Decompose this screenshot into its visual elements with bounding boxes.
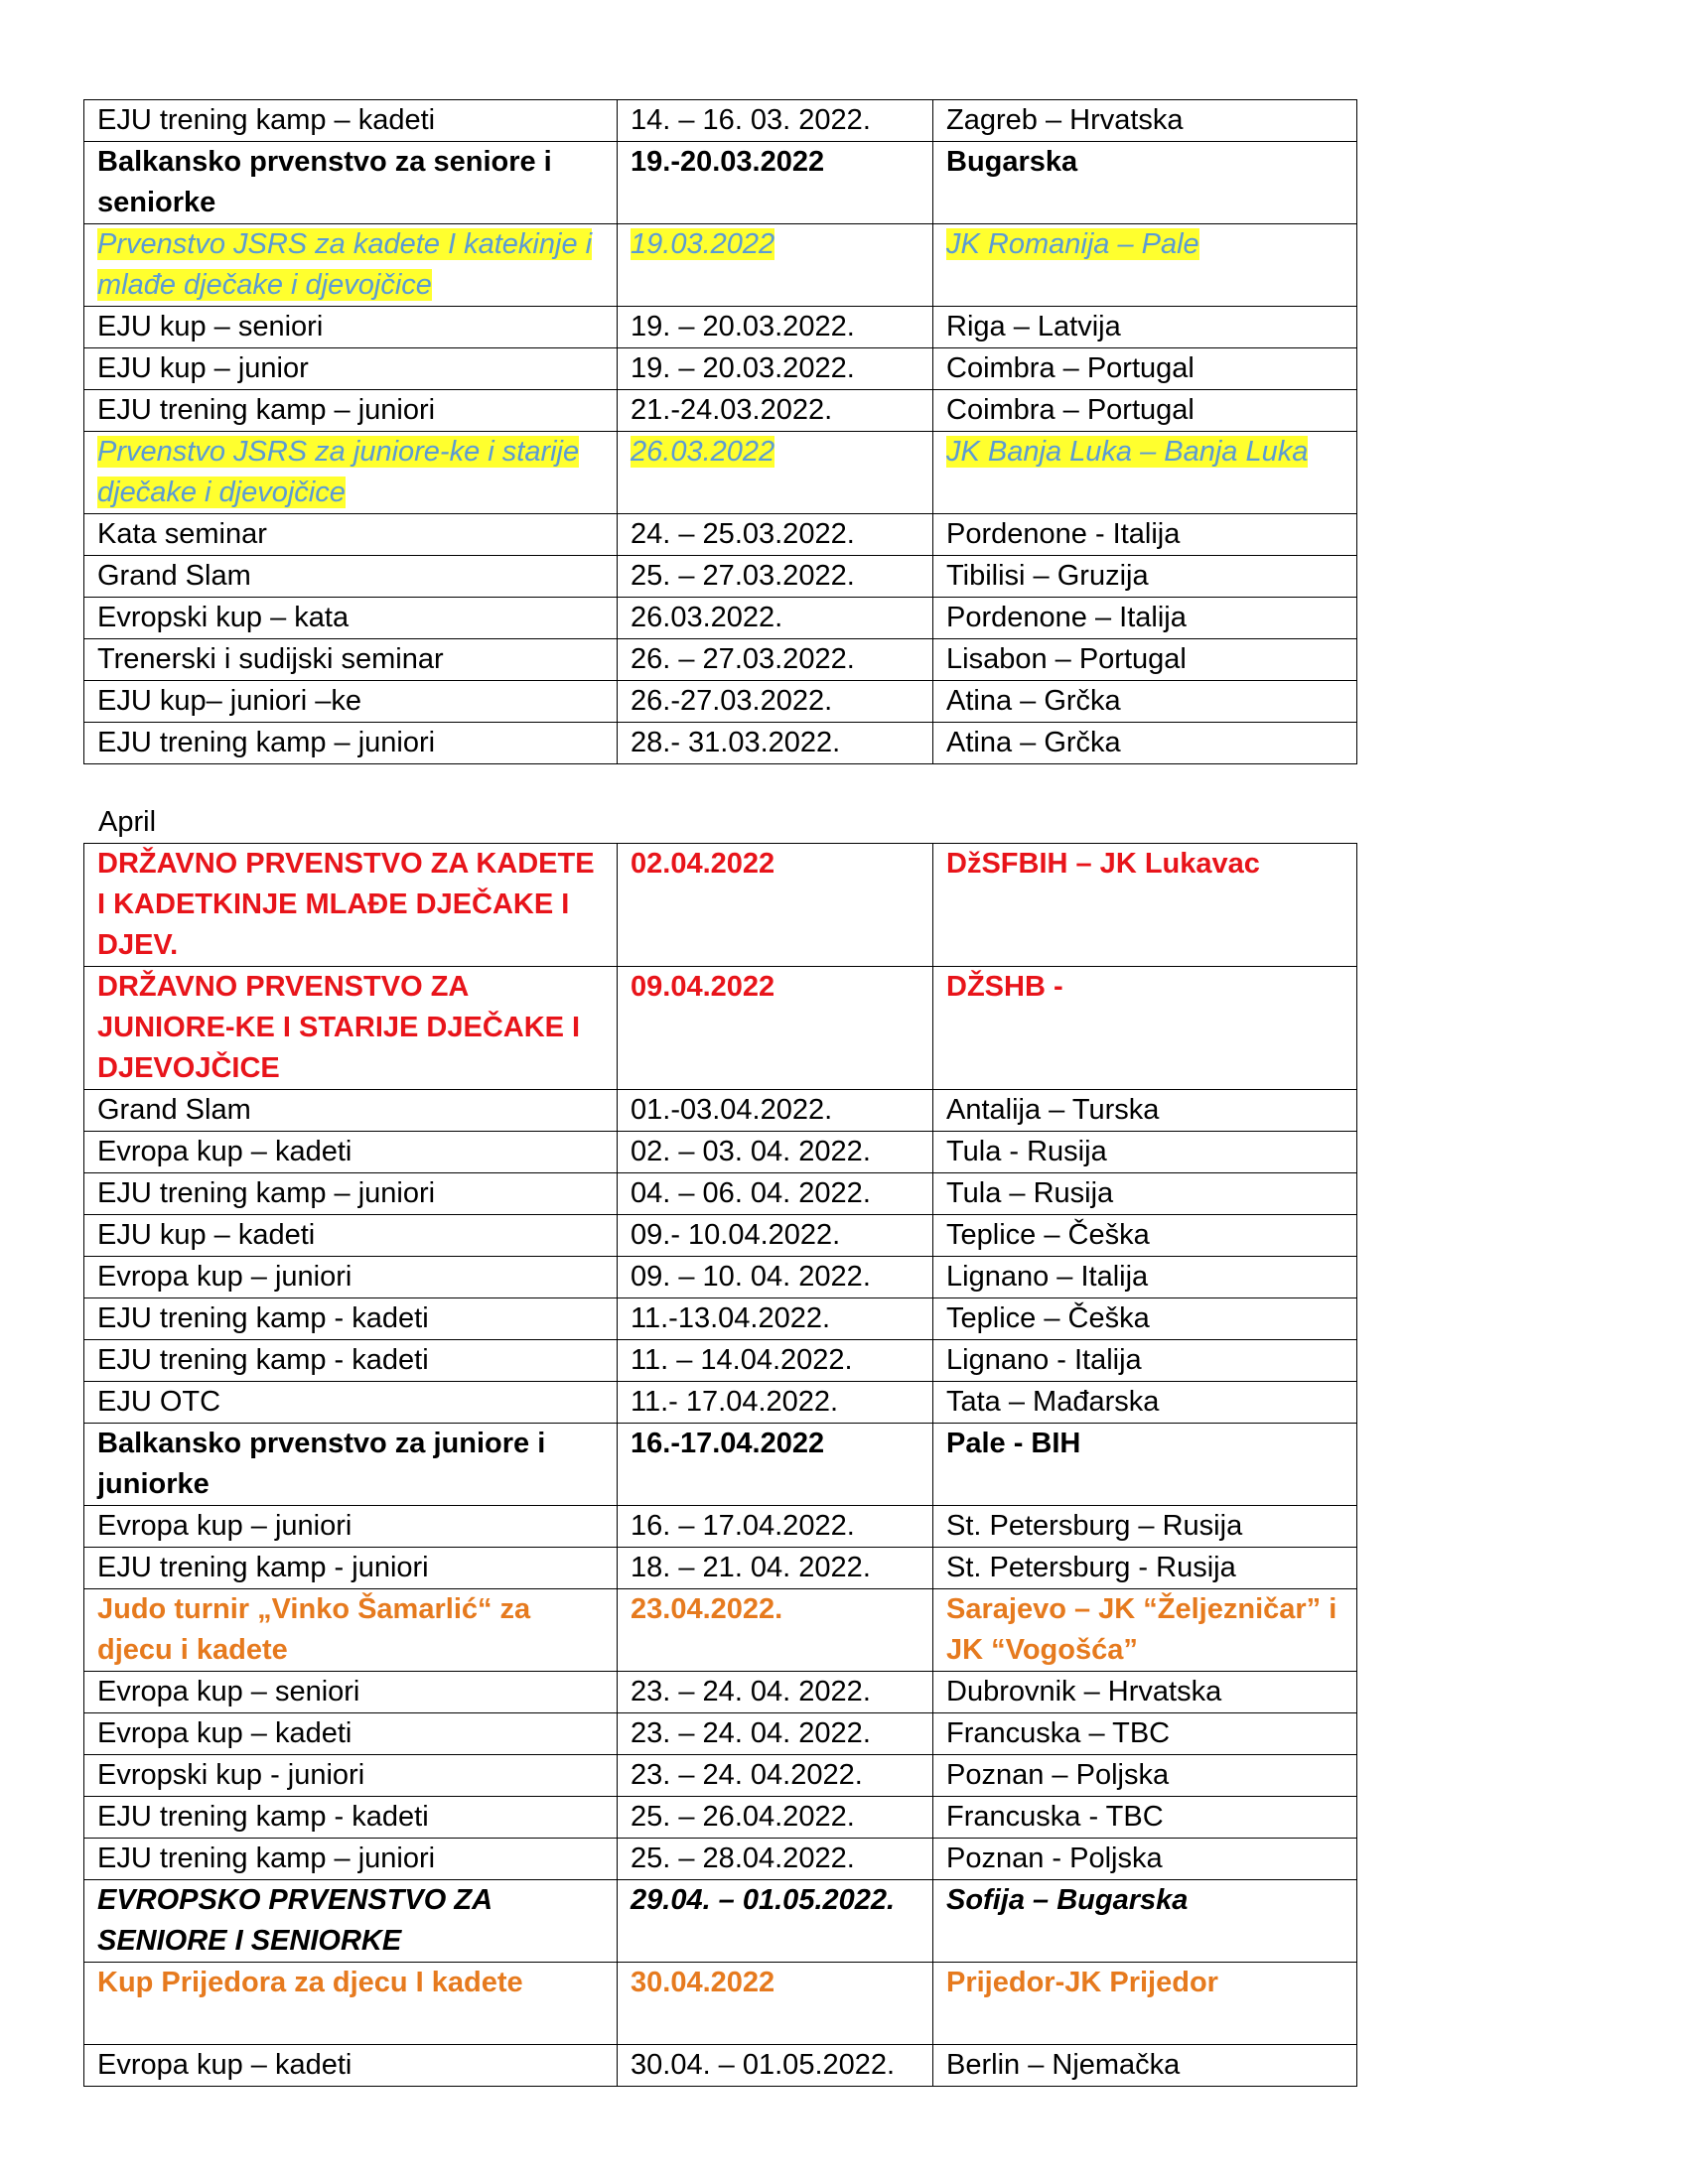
table-row: [84, 1090, 1357, 1132]
cell-event: [84, 723, 618, 764]
table-row: [84, 1340, 1357, 1382]
cell-location: [933, 348, 1357, 390]
location-text: Berlin – Njemačka: [946, 2049, 1181, 2081]
date-text: 25. – 27.03.2022.: [631, 560, 855, 592]
date-text: 11.-13.04.2022.: [631, 1302, 831, 1334]
cell-location: [933, 1215, 1357, 1257]
event-text: Evropa kup – juniori: [97, 1261, 352, 1293]
date-text: 23. – 24. 04. 2022.: [631, 1717, 871, 1749]
table-row: [84, 844, 1357, 967]
cell-location: [933, 1963, 1357, 2045]
cell-date: [618, 967, 933, 1090]
event-text: EJU kup – kadeti: [97, 1219, 316, 1251]
cell-date: [618, 598, 933, 639]
date-text: 19.-20.03.2022: [631, 146, 825, 178]
event-text: EJU trening kamp – juniori: [97, 1177, 436, 1209]
cell-event: [84, 1963, 618, 2045]
cell-location: [933, 1880, 1357, 1963]
cell-location: [933, 1755, 1357, 1797]
cell-date: [618, 1713, 933, 1755]
cell-date: [618, 2045, 933, 2087]
event-text: Evropa kup – kadeti: [97, 1136, 352, 1167]
cell-event: [84, 432, 618, 514]
location-text: Riga – Latvija: [946, 311, 1121, 342]
table-row: [84, 1839, 1357, 1880]
location-text: JK Romanija – Pale: [946, 228, 1199, 260]
cell-event: [84, 1880, 618, 1963]
cell-event: [84, 348, 618, 390]
cell-event: [84, 844, 618, 967]
table-row: [84, 1132, 1357, 1173]
location-text: Bugarska: [946, 146, 1078, 178]
cell-event: [84, 639, 618, 681]
location-text: DŽSHB -: [946, 971, 1063, 1003]
cell-date: [618, 1589, 933, 1672]
location-text: Coimbra – Portugal: [946, 394, 1195, 426]
event-text: Balkansko prvenstvo za seniore i seniorke: [97, 146, 552, 218]
cell-date: [618, 432, 933, 514]
table-row: [84, 1382, 1357, 1424]
cell-date: [618, 514, 933, 556]
event-text: Judo turnir „Vinko Šamarlić“ za djecu i kadete: [97, 1593, 531, 1666]
cell-date: [618, 1963, 933, 2045]
cell-location: [933, 1382, 1357, 1424]
cell-location: [933, 1589, 1357, 1672]
table-row: [84, 1713, 1357, 1755]
date-text: 02. – 03. 04. 2022.: [631, 1136, 871, 1167]
date-text: 28.- 31.03.2022.: [631, 727, 841, 758]
cell-location: [933, 1173, 1357, 1215]
cell-location: [933, 1424, 1357, 1506]
cell-location: [933, 1132, 1357, 1173]
cell-date: [618, 1755, 933, 1797]
cell-location: [933, 100, 1357, 142]
cell-date: [618, 1090, 933, 1132]
event-text: Prvenstvo JSRS za kadete I katekinje i mlađe dječake i djevojčice: [97, 228, 593, 301]
location-text: Sofija – Bugarska: [946, 1884, 1189, 1916]
event-text: EJU kup – junior: [97, 352, 309, 384]
event-text: DRŽAVNO PRVENSTVO ZA JUNIORE-KE I STARIJE DJEČAKE I DJEVOJČICE: [97, 971, 581, 1084]
table-row: [84, 681, 1357, 723]
table-row: [84, 1215, 1357, 1257]
date-text: 26.03.2022.: [631, 602, 783, 633]
table-row: [84, 1589, 1357, 1672]
location-text: Poznan - Poljska: [946, 1843, 1163, 1874]
table-row: [84, 1548, 1357, 1589]
event-text: Prvenstvo JSRS za juniore-ke i starije dječake i djevojčice: [97, 436, 580, 508]
event-text: EJU trening kamp – juniori: [97, 1843, 436, 1874]
cell-event: [84, 2045, 618, 2087]
location-text: Tibilisi – Gruzija: [946, 560, 1149, 592]
event-text: EJU kup – seniori: [97, 311, 324, 342]
event-text: Balkansko prvenstvo za juniore i juniorke: [97, 1428, 546, 1500]
date-text: 26.-27.03.2022.: [631, 685, 833, 717]
event-text: Evropa kup – kadeti: [97, 2049, 352, 2081]
date-text: 16.-17.04.2022: [631, 1428, 825, 1459]
location-text: DžSFBIH – JK Lukavac: [946, 848, 1260, 880]
table-row: [84, 1672, 1357, 1713]
location-text: Lisabon – Portugal: [946, 643, 1187, 675]
cell-date: [618, 1132, 933, 1173]
date-text: 19. – 20.03.2022.: [631, 352, 855, 384]
cell-location: [933, 514, 1357, 556]
date-text: 09.- 10.04.2022.: [631, 1219, 841, 1251]
table-row: [84, 100, 1357, 142]
location-text: Pordenone - Italija: [946, 518, 1181, 550]
event-text: EJU kup– juniori –ke: [97, 685, 361, 717]
cell-location: [933, 2045, 1357, 2087]
event-text: Evropski kup - juniori: [97, 1759, 365, 1791]
date-text: 23. – 24. 04. 2022.: [631, 1676, 871, 1707]
cell-event: [84, 1424, 618, 1506]
table-row: [84, 142, 1357, 224]
date-text: 30.04. – 01.05.2022.: [631, 2049, 896, 2081]
table-row: [84, 2045, 1357, 2087]
table-row: [84, 598, 1357, 639]
location-text: St. Petersburg – Rusija: [946, 1510, 1243, 1542]
cell-event: [84, 224, 618, 307]
cell-event: [84, 1506, 618, 1548]
location-text: Teplice – Češka: [946, 1219, 1150, 1251]
cell-location: [933, 307, 1357, 348]
cell-date: [618, 1672, 933, 1713]
table-row: [84, 432, 1357, 514]
table-row: [84, 723, 1357, 764]
location-text: Lignano - Italija: [946, 1344, 1142, 1376]
cell-location: [933, 224, 1357, 307]
date-text: 26.03.2022: [631, 436, 775, 468]
cell-date: [618, 681, 933, 723]
cell-date: [618, 1797, 933, 1839]
cell-event: [84, 1589, 618, 1672]
table-row: [84, 307, 1357, 348]
cell-date: [618, 1880, 933, 1963]
location-text: Francuska – TBC: [946, 1717, 1171, 1749]
cell-event: [84, 1257, 618, 1298]
date-text: 26. – 27.03.2022.: [631, 643, 855, 675]
cell-event: [84, 514, 618, 556]
location-text: Tula - Rusija: [946, 1136, 1107, 1167]
location-text: Lignano – Italija: [946, 1261, 1149, 1293]
date-text: 30.04.2022: [631, 1967, 775, 1998]
date-text: 23.04.2022.: [631, 1593, 783, 1625]
cell-location: [933, 1257, 1357, 1298]
event-text: DRŽAVNO PRVENSTVO ZA KADETE I KADETKINJE MLAĐE DJEČAKE I DJEV.: [97, 848, 595, 961]
event-text: EJU trening kamp - kadeti: [97, 1801, 429, 1833]
cell-event: [84, 1797, 618, 1839]
table-row: [84, 1963, 1357, 2045]
location-text: Atina – Grčka: [946, 727, 1121, 758]
cell-date: [618, 1340, 933, 1382]
cell-location: [933, 432, 1357, 514]
date-text: 19. – 20.03.2022.: [631, 311, 855, 342]
cell-date: [618, 723, 933, 764]
cell-date: [618, 639, 933, 681]
date-text: 29.04. – 01.05.2022.: [631, 1884, 896, 1916]
cell-date: [618, 844, 933, 967]
location-text: Pale - BIH: [946, 1428, 1081, 1459]
event-text: EJU trening kamp – juniori: [97, 727, 436, 758]
cell-location: [933, 1090, 1357, 1132]
cell-date: [618, 1548, 933, 1589]
date-text: 23. – 24. 04.2022.: [631, 1759, 863, 1791]
table-row: [84, 224, 1357, 307]
location-text: Antalija – Turska: [946, 1094, 1160, 1126]
table-row: [84, 1257, 1357, 1298]
date-text: 25. – 28.04.2022.: [631, 1843, 855, 1874]
location-text: Teplice – Češka: [946, 1302, 1150, 1334]
location-text: Sarajevo – JK “Željezničar” i JK “Vogošća”: [946, 1593, 1337, 1666]
cell-date: [618, 1424, 933, 1506]
cell-date: [618, 348, 933, 390]
cell-event: [84, 1755, 618, 1797]
cell-location: [933, 1340, 1357, 1382]
location-text: St. Petersburg - Rusija: [946, 1552, 1236, 1583]
cell-date: [618, 142, 933, 224]
date-text: 18. – 21. 04. 2022.: [631, 1552, 871, 1583]
cell-event: [84, 1340, 618, 1382]
april-schedule-table: [83, 843, 1357, 2087]
table-row: [84, 967, 1357, 1090]
date-text: 16. – 17.04.2022.: [631, 1510, 855, 1542]
location-text: Pordenone – Italija: [946, 602, 1187, 633]
event-text: Evropa kup – seniori: [97, 1676, 360, 1707]
cell-date: [618, 307, 933, 348]
cell-event: [84, 556, 618, 598]
cell-location: [933, 723, 1357, 764]
cell-date: [618, 556, 933, 598]
cell-event: [84, 598, 618, 639]
event-text: Grand Slam: [97, 560, 251, 592]
event-text: Kup Prijedora za djecu I kadete: [97, 1967, 523, 1998]
event-text: EJU trening kamp - juniori: [97, 1552, 429, 1583]
cell-event: [84, 1672, 618, 1713]
cell-location: [933, 142, 1357, 224]
cell-location: [933, 1713, 1357, 1755]
cell-event: [84, 1839, 618, 1880]
cell-location: [933, 639, 1357, 681]
cell-location: [933, 1548, 1357, 1589]
table-row: [84, 514, 1357, 556]
cell-event: [84, 1382, 618, 1424]
table-row: [84, 556, 1357, 598]
table-row: [84, 1755, 1357, 1797]
event-text: Evropa kup – kadeti: [97, 1717, 352, 1749]
location-text: Francuska - TBC: [946, 1801, 1164, 1833]
cell-event: [84, 100, 618, 142]
date-text: 01.-03.04.2022.: [631, 1094, 833, 1126]
event-text: Trenerski i sudijski seminar: [97, 643, 444, 675]
cell-location: [933, 1672, 1357, 1713]
table-row: [84, 1173, 1357, 1215]
cell-event: [84, 1173, 618, 1215]
location-text: Tula – Rusija: [946, 1177, 1114, 1209]
date-text: 09. – 10. 04. 2022.: [631, 1261, 871, 1293]
cell-location: [933, 1797, 1357, 1839]
location-text: Atina – Grčka: [946, 685, 1121, 717]
cell-date: [618, 1298, 933, 1340]
cell-date: [618, 1839, 933, 1880]
cell-event: [84, 307, 618, 348]
cell-date: [618, 1506, 933, 1548]
date-text: 11.- 17.04.2022.: [631, 1386, 839, 1418]
march-schedule-table: [83, 99, 1357, 764]
event-text: EVROPSKO PRVENSTVO ZA SENIORE I SENIORKE: [97, 1884, 492, 1957]
cell-location: [933, 556, 1357, 598]
date-text: 25. – 26.04.2022.: [631, 1801, 855, 1833]
location-text: Zagreb – Hrvatska: [946, 104, 1184, 136]
cell-location: [933, 1506, 1357, 1548]
table-row: [84, 1506, 1357, 1548]
table-row: [84, 1880, 1357, 1963]
date-text: 21.-24.03.2022.: [631, 394, 833, 426]
event-text: Kata seminar: [97, 518, 267, 550]
date-text: 09.04.2022: [631, 971, 775, 1003]
cell-date: [618, 1382, 933, 1424]
table-row: [84, 348, 1357, 390]
cell-event: [84, 1548, 618, 1589]
cell-date: [618, 224, 933, 307]
cell-event: [84, 1713, 618, 1755]
event-text: Grand Slam: [97, 1094, 251, 1126]
location-text: Dubrovnik – Hrvatska: [946, 1676, 1222, 1707]
date-text: 04. – 06. 04. 2022.: [631, 1177, 871, 1209]
table-row: [84, 390, 1357, 432]
cell-event: [84, 142, 618, 224]
cell-location: [933, 967, 1357, 1090]
cell-location: [933, 1839, 1357, 1880]
location-text: JK Banja Luka – Banja Luka: [946, 436, 1309, 468]
event-text: EJU trening kamp – kadeti: [97, 104, 436, 136]
cell-event: [84, 681, 618, 723]
event-text: Evropa kup – juniori: [97, 1510, 352, 1542]
location-text: Prijedor-JK Prijedor: [946, 1967, 1218, 1998]
table-row: [84, 1298, 1357, 1340]
cell-location: [933, 844, 1357, 967]
date-text: 02.04.2022: [631, 848, 775, 880]
cell-event: [84, 1132, 618, 1173]
event-text: EJU trening kamp - kadeti: [97, 1344, 429, 1376]
cell-event: [84, 967, 618, 1090]
table-row: [84, 639, 1357, 681]
cell-location: [933, 681, 1357, 723]
cell-date: [618, 100, 933, 142]
cell-location: [933, 390, 1357, 432]
cell-location: [933, 1298, 1357, 1340]
month-heading: April: [98, 806, 157, 838]
cell-event: [84, 1298, 618, 1340]
location-text: Tata – Mađarska: [946, 1386, 1160, 1418]
date-text: 11. – 14.04.2022.: [631, 1344, 853, 1376]
table-row: [84, 1424, 1357, 1506]
table-row: [84, 1797, 1357, 1839]
cell-date: [618, 390, 933, 432]
event-text: EJU trening kamp - kadeti: [97, 1302, 429, 1334]
cell-event: [84, 1090, 618, 1132]
location-text: Poznan – Poljska: [946, 1759, 1170, 1791]
cell-event: [84, 1215, 618, 1257]
cell-date: [618, 1215, 933, 1257]
event-text: EJU OTC: [97, 1386, 221, 1418]
location-text: Coimbra – Portugal: [946, 352, 1195, 384]
event-text: EJU trening kamp – juniori: [97, 394, 436, 426]
date-text: 24. – 25.03.2022.: [631, 518, 855, 550]
cell-date: [618, 1257, 933, 1298]
date-text: 19.03.2022: [631, 228, 775, 260]
cell-date: [618, 1173, 933, 1215]
cell-event: [84, 390, 618, 432]
event-text: Evropski kup – kata: [97, 602, 350, 633]
cell-location: [933, 598, 1357, 639]
date-text: 14. – 16. 03. 2022.: [631, 104, 871, 136]
